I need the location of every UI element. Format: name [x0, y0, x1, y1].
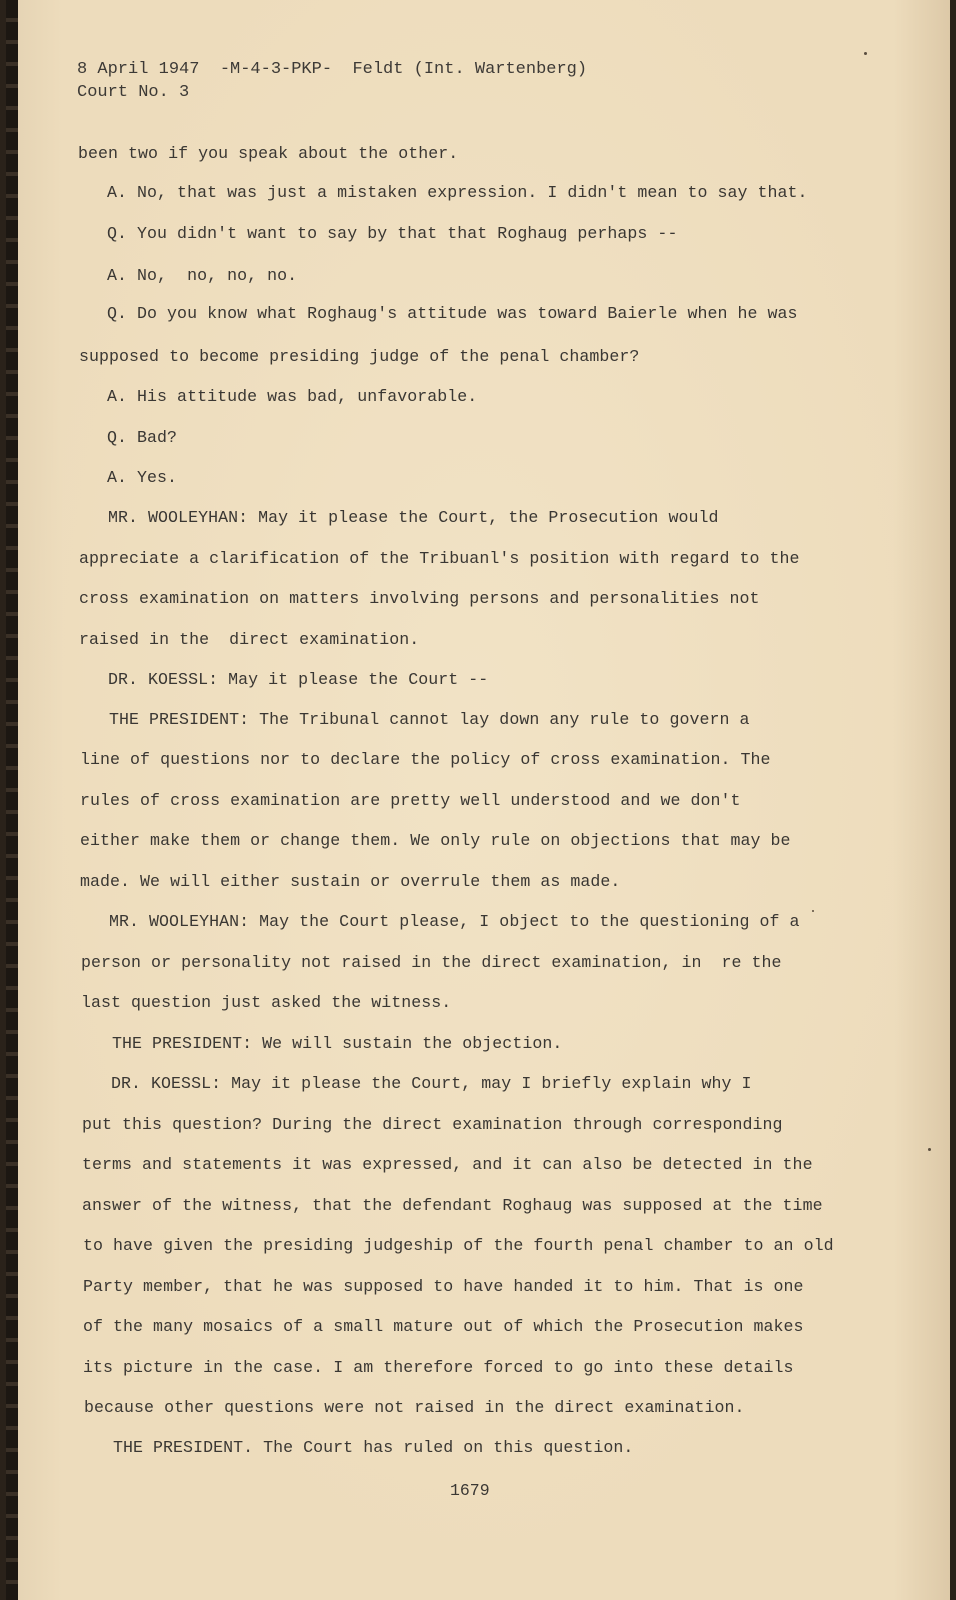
document-header	[77, 58, 587, 104]
transcript-line: cross examination on matters involving persons and personalities not	[79, 589, 760, 608]
binding-edge	[6, 0, 18, 1600]
header-line-date: 8 April 1947 -M-4-3-PKP- Feldt (Int. Wartenberg)	[77, 60, 588, 79]
transcript-line: been two if you speak about the other.	[78, 144, 459, 163]
transcript-line: either make them or change them. We only rule on objections that may be	[80, 831, 791, 850]
transcript-line: of the many mosaics of a small mature out of which the Prosecution makes	[83, 1317, 804, 1336]
transcript-line: A. Yes.	[107, 468, 178, 487]
transcript-line: A. No, that was just a mistaken expression. I didn't mean to say that.	[107, 183, 808, 202]
transcript-line: to have given the presiding judgeship of the fourth penal chamber to an old	[83, 1236, 834, 1255]
transcript-line: Q. You didn't want to say by that that Roghaug perhaps --	[107, 224, 678, 243]
transcript-line: THE PRESIDENT: The Tribunal cannot lay down any rule to govern a	[109, 710, 750, 729]
transcript-line: Q. Bad?	[107, 428, 178, 447]
paper-speck	[864, 52, 867, 55]
transcript-line: MR. WOOLEYHAN: May it please the Court, the Prosecution would	[108, 508, 719, 527]
transcript-line: THE PRESIDENT. The Court has ruled on this question.	[113, 1438, 634, 1457]
transcript-line: Q. Do you know what Roghaug's attitude was toward Baierle when he was	[107, 304, 798, 323]
transcript-line: A. His attitude was bad, unfavorable.	[107, 387, 478, 406]
document-page	[6, 0, 950, 1600]
transcript-line: Party member, that he was supposed to have handed it to him. That is one	[83, 1277, 804, 1296]
transcript-line: last question just asked the witness.	[81, 993, 452, 1012]
transcript-line: put this question? During the direct examination through corresponding	[82, 1115, 783, 1134]
transcript-line: MR. WOOLEYHAN: May the Court please, I object to the questioning of a	[109, 912, 800, 931]
transcript-line: A. No, no, no, no.	[107, 266, 298, 285]
transcript-line: raised in the direct examination.	[79, 630, 420, 649]
transcript-line: THE PRESIDENT: We will sustain the objection.	[112, 1034, 563, 1053]
paper-speck	[928, 1148, 931, 1151]
page-number: 1679	[450, 1481, 490, 1500]
transcript-line: appreciate a clarification of the Tribuanl's position with regard to the	[79, 549, 800, 568]
paper-speck	[812, 910, 814, 912]
transcript-line: terms and statements it was expressed, and it can also be detected in the	[82, 1155, 813, 1174]
transcript-line: answer of the witness, that the defendant Roghaug was supposed at the time	[82, 1196, 823, 1215]
transcript-line: made. We will either sustain or overrule them as made.	[80, 872, 621, 891]
transcript-line: DR. KOESSL: May it please the Court --	[108, 670, 489, 689]
transcript-line: person or personality not raised in the direct examination, in re the	[81, 953, 782, 972]
transcript-line: supposed to become presiding judge of the penal chamber?	[79, 347, 640, 366]
transcript-line: DR. KOESSL: May it please the Court, may I briefly explain why I	[111, 1074, 752, 1093]
transcript-line: because other questions were not raised in the direct examination.	[84, 1398, 745, 1417]
header-line-court: Court No. 3	[77, 83, 190, 102]
transcript-line: rules of cross examination are pretty well understood and we don't	[80, 791, 741, 810]
transcript-line: line of questions nor to declare the policy of cross examination. The	[80, 750, 771, 769]
transcript-line: its picture in the case. I am therefore forced to go into these details	[83, 1358, 794, 1377]
